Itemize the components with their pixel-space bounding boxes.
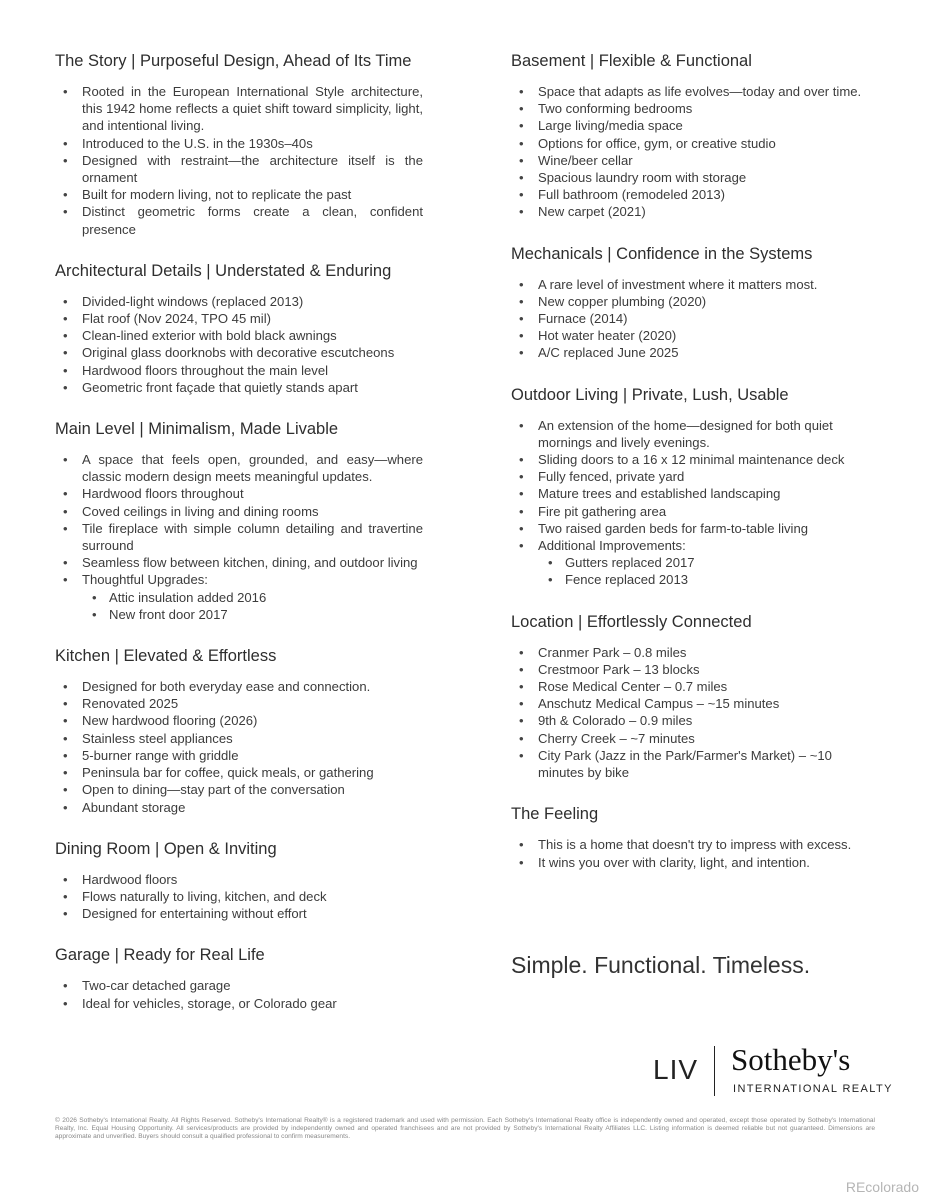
bullet-item: • Large living/media space <box>511 117 881 134</box>
bullet-item: • Built for modern living, not to replicate the past <box>55 186 423 203</box>
section <box>511 50 881 221</box>
bullet-item: • Hardwood floors <box>55 871 423 888</box>
bullet-list <box>55 977 423 1011</box>
section-title: Location | Effortlessly Connected <box>511 612 752 631</box>
bullet-item: • Anschutz Medical Campus – ~15 minutes <box>511 695 881 712</box>
bullet-item: • Divided-light windows (replaced 2013) <box>55 293 423 310</box>
section <box>511 803 881 870</box>
logo-brand: Sotheby's <box>731 1042 851 1077</box>
bullet-list <box>511 836 881 870</box>
section-title: Architectural Details | Understated & Enduring <box>55 261 392 280</box>
bullet-item: • City Park (Jazz in the Park/Farmer's Market) – ~10 minutes by bike <box>511 747 881 781</box>
bullet-item: • Crestmoor Park – 13 blocks <box>511 661 881 678</box>
bullet-item: • Distinct geometric forms create a clean, confident presence <box>55 203 423 237</box>
bullet-item: • Renovated 2025 <box>55 695 423 712</box>
bullet-item: • Two conforming bedrooms <box>511 100 881 117</box>
section <box>511 611 881 782</box>
bullet-item: • Abundant storage <box>55 799 423 816</box>
sub-bullet-item: • Fence replaced 2013 <box>538 571 881 588</box>
bullet-item: • Geometric front façade that quietly stands apart <box>55 379 423 396</box>
section <box>55 944 423 1011</box>
sub-bullet-item: • Gutters replaced 2017 <box>538 554 881 571</box>
section-title: The Story | Purposeful Design, Ahead of Its Time <box>55 52 412 70</box>
bullet-item: • 5-burner range with griddle <box>55 747 423 764</box>
section <box>55 418 423 623</box>
bullet-list <box>55 83 423 238</box>
bullet-item: • Flat roof (Nov 2024, TPO 45 mil) <box>55 310 423 327</box>
bullet-item: • Wine/beer cellar <box>511 152 881 169</box>
bullet-item: • Fully fenced, private yard <box>511 468 881 485</box>
watermark: REcolorado <box>845 1179 919 1195</box>
bullet-list <box>55 871 423 923</box>
logo-liv: LIV <box>653 1054 699 1085</box>
bullet-item: • 9th & Colorado – 0.9 miles <box>511 712 881 729</box>
sub-bullet-item: • New front door 2017 <box>82 606 423 623</box>
bullet-item: • An extension of the home—designed for both quiet mornings and lively evenings. <box>511 417 881 451</box>
bullet-item: • A space that feels open, grounded, and easy—where classic modern design meets meaningful updates. <box>55 451 423 485</box>
bullet-item: • Designed for both everyday ease and connection. <box>55 678 423 695</box>
right-column <box>511 50 881 893</box>
bullet-list <box>55 451 423 623</box>
section-title: Kitchen | Elevated & Effortless <box>55 647 277 666</box>
bullet-item: • This is a home that doesn't try to impress with excess. <box>511 836 881 853</box>
section-title: Main Level | Minimalism, Made Livable <box>55 420 339 439</box>
bullet-list <box>511 276 881 362</box>
bullet-item: • Two raised garden beds for farm-to-table living <box>511 520 881 537</box>
legal-disclaimer: © 2026 Sotheby's International Realty. All Rights Reserved. Sotheby's International Realty® is a registered trademark and used with permission. Each Sotheby's International Realty office is independently owned and operated, except those operated by Sotheby's International Realty, Inc. Equal Housing Opportunity. All services/products are provided by independently owned and operated franchisees and are not provided by Sotheby's International Realty Affiliates LLC. Listing information is deemed reliable but not guaranteed. Dimensions are approximate and unverified. Buyers should consult a qualified professional to confirm measurements. <box>55 1117 875 1140</box>
bullet-item: • Cranmer Park – 0.8 miles <box>511 644 881 661</box>
bullet-item: • Coved ceilings in living and dining rooms <box>55 503 423 520</box>
bullet-item: • Designed for entertaining without effort <box>55 905 423 922</box>
bullet-item: • Designed with restraint—the architecture itself is the ornament <box>55 152 423 186</box>
bullet-item: • Hardwood floors throughout the main level <box>55 362 423 379</box>
section-title: Garage | Ready for Real Life <box>55 946 265 965</box>
bullet-item: • Hardwood floors throughout <box>55 485 423 502</box>
bullet-item: • Original glass doorknobs with decorative escutcheons <box>55 344 423 361</box>
tagline: Simple. Functional. Timeless. <box>511 952 811 978</box>
liv-sothebys-logo <box>653 1042 893 1100</box>
bullet-item: • New hardwood flooring (2026) <box>55 712 423 729</box>
section <box>55 260 423 396</box>
sub-bullet-item: • Attic insulation added 2016 <box>82 589 423 606</box>
bullet-item: • It wins you over with clarity, light, and intention. <box>511 854 881 871</box>
section-title: Basement | Flexible & Functional <box>511 52 752 70</box>
bullet-item: • Full bathroom (remodeled 2013) <box>511 186 881 203</box>
bullet-item: • Stainless steel appliances <box>55 730 423 747</box>
bullet-item: • Peninsula bar for coffee, quick meals, or gathering <box>55 764 423 781</box>
bullet-item: • Two-car detached garage <box>55 977 423 994</box>
section <box>55 645 423 816</box>
sub-bullet-list <box>82 589 423 623</box>
bullet-item: • Introduced to the U.S. in the 1930s–40s <box>55 135 423 152</box>
left-column <box>55 50 423 1034</box>
bullet-item: • Additional Improvements: • Gutters replaced 2017 • Fence replaced 2013 <box>511 537 881 589</box>
bullet-item: • Ideal for vehicles, storage, or Colorado gear <box>55 995 423 1012</box>
bullet-item: • Clean-lined exterior with bold black awnings <box>55 327 423 344</box>
section-title: Mechanicals | Confidence in the Systems <box>511 244 813 263</box>
bullet-item: • New copper plumbing (2020) <box>511 293 881 310</box>
bullet-item: • Open to dining—stay part of the conversation <box>55 781 423 798</box>
bullet-item: • Thoughtful Upgrades: • Attic insulation added 2016 • New front door 2017 <box>55 571 423 623</box>
section-title: Outdoor Living | Private, Lush, Usable <box>511 385 789 404</box>
bullet-item: • Seamless flow between kitchen, dining, and outdoor living <box>55 554 423 571</box>
bullet-item: • A rare level of investment where it matters most. <box>511 276 881 293</box>
section-title: Dining Room | Open & Inviting <box>55 839 277 858</box>
section <box>511 243 881 362</box>
bullet-item: • Options for office, gym, or creative studio <box>511 135 881 152</box>
bullet-item: • Mature trees and established landscaping <box>511 485 881 502</box>
section-title: The Feeling <box>511 805 599 824</box>
logo-divider <box>714 1046 715 1096</box>
bullet-list <box>511 83 881 221</box>
bullet-item: • Furnace (2014) <box>511 310 881 327</box>
bullet-list <box>511 417 881 589</box>
bullet-item: • Spacious laundry room with storage <box>511 169 881 186</box>
bullet-item: • Space that adapts as life evolves—today and over time. <box>511 83 881 100</box>
sub-bullet-list <box>538 554 881 588</box>
section <box>511 384 881 589</box>
section <box>55 838 423 923</box>
bullet-list <box>55 678 423 816</box>
bullet-item: • Sliding doors to a 16 x 12 minimal maintenance deck <box>511 451 881 468</box>
bullet-item: • Tile fireplace with simple column detailing and travertine surround <box>55 520 423 554</box>
bullet-item: • Rooted in the European International Style architecture, this 1942 home reflects a quiet shift toward simplicity, light, and intentional living. <box>55 83 423 135</box>
bullet-item: • Fire pit gathering area <box>511 503 881 520</box>
bullet-item: • Cherry Creek – ~7 minutes <box>511 730 881 747</box>
logo-brand-sub: INTERNATIONAL REALTY <box>733 1083 893 1095</box>
bullet-item: • Rose Medical Center – 0.7 miles <box>511 678 881 695</box>
bullet-item: • Flows naturally to living, kitchen, and deck <box>55 888 423 905</box>
bullet-item: • A/C replaced June 2025 <box>511 344 881 361</box>
bullet-item: • New carpet (2021) <box>511 203 881 220</box>
section <box>55 50 423 238</box>
bullet-item: • Hot water heater (2020) <box>511 327 881 344</box>
bullet-list <box>55 293 423 396</box>
bullet-list <box>511 644 881 782</box>
